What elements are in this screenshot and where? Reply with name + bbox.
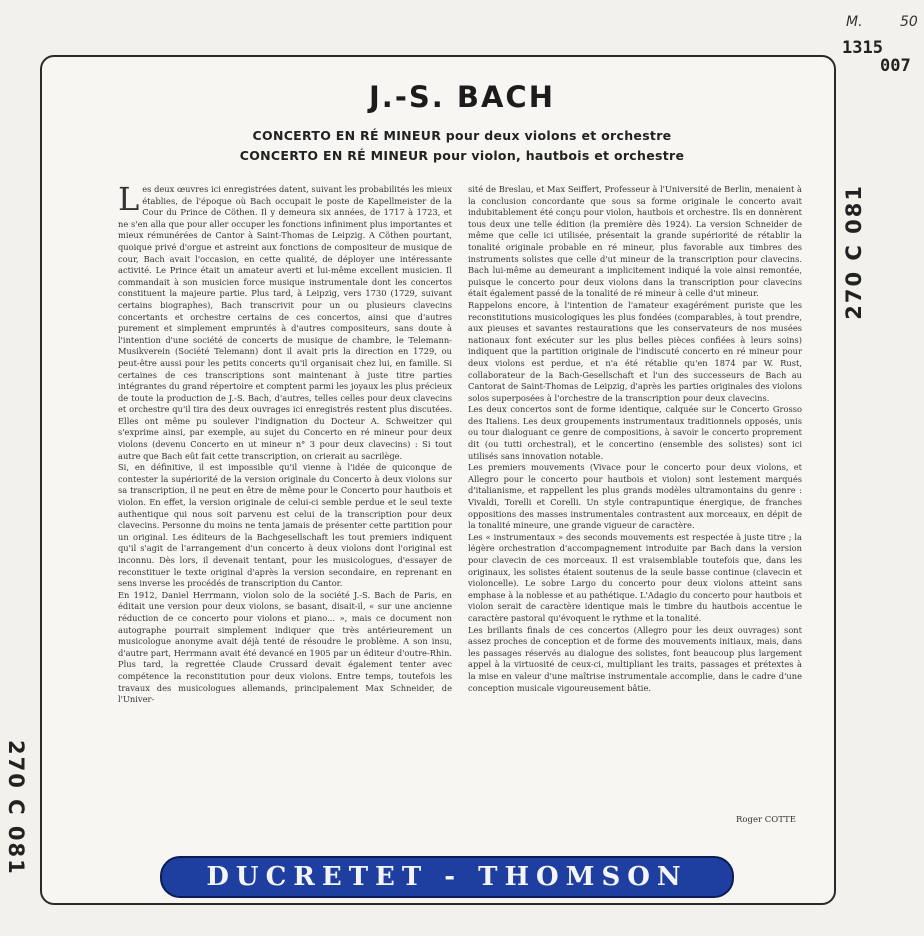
notes-paragraph: Les premiers mouvements (Vivace pour le concerto pour deux violons, et Allegro pour le concerto pour hautbois et violon) sont lestement marqués d'italianisme, et rappellent les plus grands modèles ultramontains du genre : Vivaldi, Torelli et Corelli. Un style contrapuntique énergique, de franches oppositions des masses instrumentales contrastent aux morceaux, en dépit de la tonalité mineure, une grande vigueur de caractère.	[468, 462, 802, 531]
notes-paragraph: sité de Breslau, et Max Seiffert, Professeur à l'Université de Berlin, menaient à la conclusion concordante que sous sa forme originale le concerto avait indubitablement été conçu pour violon, hautbois et orchestre. Ils en donnèrent tous deux une telle édition (la première dès 1924). La version Schneider de même que celle ici utilisée, présentait la grande supériorité de rétablir la tonalité originale probable en ré mineur, plus favorable aux timbres des instruments solistes que celle d'ut mineur de la transcription pour clavecins. Bach lui-même au demeurant a implicitement indiqué la voie ainsi remontée, puisque le concerto pour deux violons dans la transcription pour clavecins était également passé de la tonalité de ré mineur à celle d'ut mineur.	[468, 184, 802, 299]
work-subtitle-2: CONCERTO EN RÉ MINEUR pour violon, hautbois et orchestre	[239, 148, 685, 163]
spine-catalog-left: 270 C 081	[4, 740, 28, 876]
handwritten-mark-a: M.	[846, 14, 863, 30]
notes-paragraph: Si, en définitive, il est impossible qu'il vienne à l'idée de quiconque de contester la supériorité de la version originale du Concerto à deux violons sur sa transcription, il ne peut en être de même pour le Concerto pour hautbois et violon. En effet, la version originale de celui-ci semble perdue et le seul texte authentique qui nous soit parvenu est celui de la transcription pour deux clavecins. Personne du moins ne tenta jamais de présenter cette partition pour un original. Les éditeurs de la Bachgesellschaft les tout premiers indiquent qu'il s'agit de l'arrangement d'un concerto à deux violons dont l'original est inconnu. Dès lors, il devenait tentant, pour les musicologues, d'essayer de reconstituer le texte original d'après la version secondaire, en reprenant en sens inverse les procédés de transcription du Cantor.	[118, 462, 452, 589]
brand-name: DUCRETET - THOMSON	[206, 862, 688, 892]
catalog-number-b: 007	[880, 56, 911, 76]
notes-column-right	[468, 184, 802, 694]
notes-paragraph: Les brillants finals de ces concertos (Allegro pour les deux ouvrages) sont assez proches de conception et de forme des mouvements initiaux, mais, dans les passages réservés au dialogue des solistes, font beaucoup plus largement appel à la virtuosité de ceux-ci, multipliant les traits, passages et prétextes à la mise en valeur d'une maîtrise instrumentale accomplie, dans le cadre d'une conception musicale vigoureusement bâtie.	[468, 624, 802, 693]
work-subtitle-1: CONCERTO EN RÉ MINEUR pour deux violons et orchestre	[252, 128, 672, 143]
brand-banner	[160, 856, 734, 898]
notes-paragraph: Rappelons encore, à l'intention de l'amateur exagérément puriste que les reconstitutions musicologiques les plus fondées (comparables, à tout prendre, aux pieuses et savantes restaurations que les conservateurs de nos musées nationaux font exécuter sur les plus belles pièces confiées à leurs soins) indiquent que la partition originale de l'indiscuté concerto en ré mineur pour deux violons est perdue, et n'a été rétablie qu'en 1874 par W. Rust, collaborateur de la Bach-Gesellschaft et l'un des successeurs de Bach au Cantorat de Saint-Thomas de Leipzig, d'après les parties originales des violons solos superposées à l'orchestre de la transcription pour deux clavecins.	[468, 299, 802, 403]
notes-paragraph: En 1912, Daniel Herrmann, violon solo de la société J.-S. Bach de Paris, en éditait une version pour deux violons, se basant, disait-il, « sur une ancienne réduction de ce concerto pour violons et piano... », mais ce document non autographe pourrait simplement indiquer que très antérieurement un musicologue anonyme avait déjà tenté de résoudre le problème. A son insu, d'autre part, Herrmann avait été devancé en 1905 par un éditeur d'outre-Rhin. Plus tard, la regrettée Claude Crussard devait également tenter avec compétence la reconstitution pour deux violons. Entre temps, toutefois les travaux des musicologues allemands, principalement Max Schneider, de l'Univer-	[118, 589, 452, 705]
notes-paragraph: Les deux concertos sont de forme identique, calquée sur le Concerto Grosso des Italiens. Les deux groupements instrumentaux traditionnels opposés, unis ou tour dialoguant ce genre de compositions, à savoir le concerto proprement dit (ou tutti orchestral), et le concertino (ensemble des solistes) sont ici utilisés sans innovation notable.	[468, 404, 802, 461]
author-signature: Roger COTTE	[736, 815, 796, 825]
spine-catalog-right: 270 C 081	[842, 184, 866, 320]
handwritten-mark-b: 50	[900, 14, 918, 30]
composer-title: J.-S. BACH	[369, 80, 555, 114]
drop-cap: L	[118, 180, 140, 218]
notes-column-left	[118, 180, 452, 706]
notes-paragraph: Les « instrumentaux » des seconds mouvements est respectée à juste titre ; la légère orchestration d'accompagnement introduite par Bach dans la version pour clavecin de ces morceaux. Il est vraisemblable toutefois que, dans les originaux, les solistes étaient soutenus de la seule basse continue (clavecin et violoncelle). Le sobre Largo du concerto pour deux violons atteint sans emphase à la noblesse et au pathétique. L'Adagio du concerto pour hautbois et violon serait de caractère identique mais le timbre du hautbois accentue le caractère pastoral qu'évoquent le rythme et la tonalité.	[468, 531, 802, 623]
notes-text: es deux œuvres ici enregistrées datent, suivant les probabilités les mieux établies, de l'époque où Bach occupait le poste de Kapellmeister de la Cour du Prince de Cöthen. Il y demeura six années, de 1717 à 1723, et ne s'en alla que pour aller occuper les fonctions infiniment plus importantes et mieux rémunérées de Cantor à Saint-Thomas de Leipzig. A Cöthen pourtant, quoique privé d'orgue et astreint aux fonctions de compositeur de musique de cour, Bach avait l'occasion, en cette qualité, de déployer une intéressante activité. Le Prince était un amateur averti et lui-même excellent musicien. Il commandait à son musicien force musique instrumentale dont les concertos constituent la majeure partie. Plus tard, à Leipzig, vers 1730 (1729, suivant certains biographes), Bach transcrivit pour un ou plusieurs clavecins concertants et orchestre certains de ces concertos, ainsi que d'autres purement et simplement empruntés à d'autres compositeurs, sans doute à l'intention d'une société de concerts de musique de chambre, le Telemann-Musikverein (Société Telemann) dont il avait pris la direction en 1729, ou peut-être aussi pour les petits concerts qu'il organisait chez lui, en famille. Si certaines de ces transcriptions sont maintenant à juste titre parties intégrantes du grand répertoire et comptent parmi les joyaux les plus précieux de toute la production de J.-S. Bach, d'autres, telles celles pour deux clavecins et orchestre qu'il tira des deux ouvrages ici enregistrés restent plus discutées. Elles ont même pu soulever l'indignation du Docteur A. Schweitzer qui s'exprime ainsi, par exemple, au sujet du Concerto en ré mineur pour deux violons (devenu Concerto en ut mineur n° 3 pour deux clavecins) : Si tout autre que Bach eût fait cette transcription, on crierait au sacrilège.	[118, 184, 452, 461]
catalog-number-a: 1315	[842, 38, 883, 58]
notes-paragraph	[118, 180, 452, 462]
